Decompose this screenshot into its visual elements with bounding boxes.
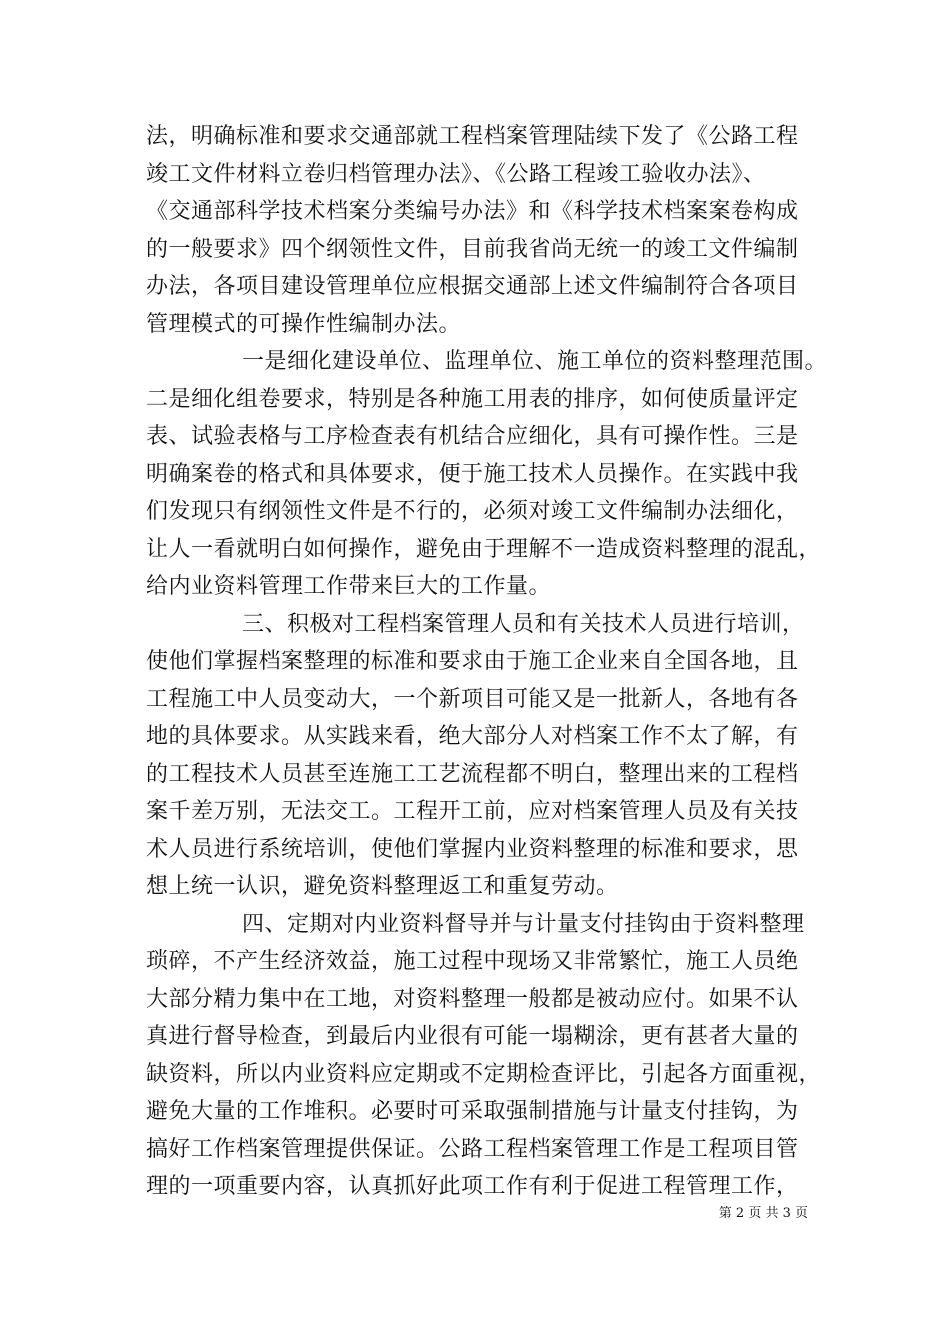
text-line: 竣工文件材料立卷归档管理办法》、《公路工程竣工验收办法》、	[146, 161, 766, 187]
text-line: 工程施工中人员变动大，一个新项目可能又是一批新人，各地有各	[146, 686, 799, 712]
text-line: 术人员进行系统培训，使他们掌握内业资料整理的标准和要求，思	[146, 836, 799, 862]
text-line: 避免大量的工作堆积。必要时可采取强制措施与计量支付挂钩，为	[146, 1099, 799, 1124]
text-line: 法，明确标准和要求交通部就工程档案管理陆续下发了《公路工程	[146, 124, 799, 149]
text-line: 们发现只有纲领性文件是不行的，必须对竣工文件编制办法细化，	[146, 499, 799, 524]
text-line: 给内业资料管理工作带来巨大的工作量。	[146, 574, 552, 599]
text-line: 三、积极对工程档案管理人员和有关技术人员进行培训，	[242, 611, 805, 637]
text-line: 一是细化建设单位、监理单位、施工单位的资料整理范围。	[242, 349, 828, 374]
text-line: 搞好工作档案管理提供保证。公路工程档案管理工作是工程项目管	[146, 1136, 799, 1162]
document-body	[146, 118, 828, 1206]
text-line: 理的一项重要内容，认真抓好此项工作有利于促进工程管理工作，	[146, 1174, 799, 1199]
text-line: 表、试验表格与工序检查表有机结合应细化，具有可操作性。三是	[146, 424, 799, 449]
text-line: 想上统一认识，避免资料整理返工和重复劳动。	[146, 874, 619, 899]
text-line: 管理模式的可操作性编制办法。	[146, 311, 462, 337]
text-line: 的工程技术人员甚至连施工工艺流程都不明白，整理出来的工程档	[146, 761, 799, 787]
text-line: 《交通部科学技术档案分类编号办法》和《科学技术档案案卷构成	[146, 199, 799, 224]
text-line: 二是细化组卷要求，特别是各种施工用表的排序，如何使质量评定	[146, 386, 799, 412]
text-line: 案千差万别，无法交工。工程开工前，应对档案管理人员及有关技	[146, 799, 799, 824]
text-line: 大部分精力集中在工地，对资料整理一般都是被动应付。如果不认	[146, 986, 799, 1012]
text-line: 的一般要求》四个纲领性文件，目前我省尚无统一的竣工文件编制	[146, 236, 799, 262]
text-line: 地的具体要求。从实践来看，绝大部分人对档案工作不太了解，有	[146, 724, 799, 749]
text-line: 明确案卷的格式和具体要求，便于施工技术人员操作。在实践中我	[146, 461, 799, 487]
text-line: 真进行督导检查，到最后内业很有可能一塌糊涂，更有甚者大量的	[146, 1024, 799, 1049]
page-number-footer: 第 2 页 共 3 页	[718, 1206, 808, 1221]
text-line: 让人一看就明白如何操作，避免由于理解不一造成资料整理的混乱，	[146, 536, 822, 562]
text-line: 琐碎，不产生经济效益，施工过程中现场又非常繁忙，施工人员绝	[146, 949, 799, 974]
text-line: 使他们掌握档案整理的标准和要求由于施工企业来自全国各地，且	[146, 649, 799, 674]
text-line: 缺资料，所以内业资料应定期或不定期检查评比，引起各方面重视，	[146, 1061, 822, 1087]
text-line: 四、定期对内业资料督导并与计量支付挂钩由于资料整理	[242, 911, 805, 937]
text-line: 办法，各项目建设管理单位应根据交通部上述文件编制符合各项目	[146, 274, 799, 299]
